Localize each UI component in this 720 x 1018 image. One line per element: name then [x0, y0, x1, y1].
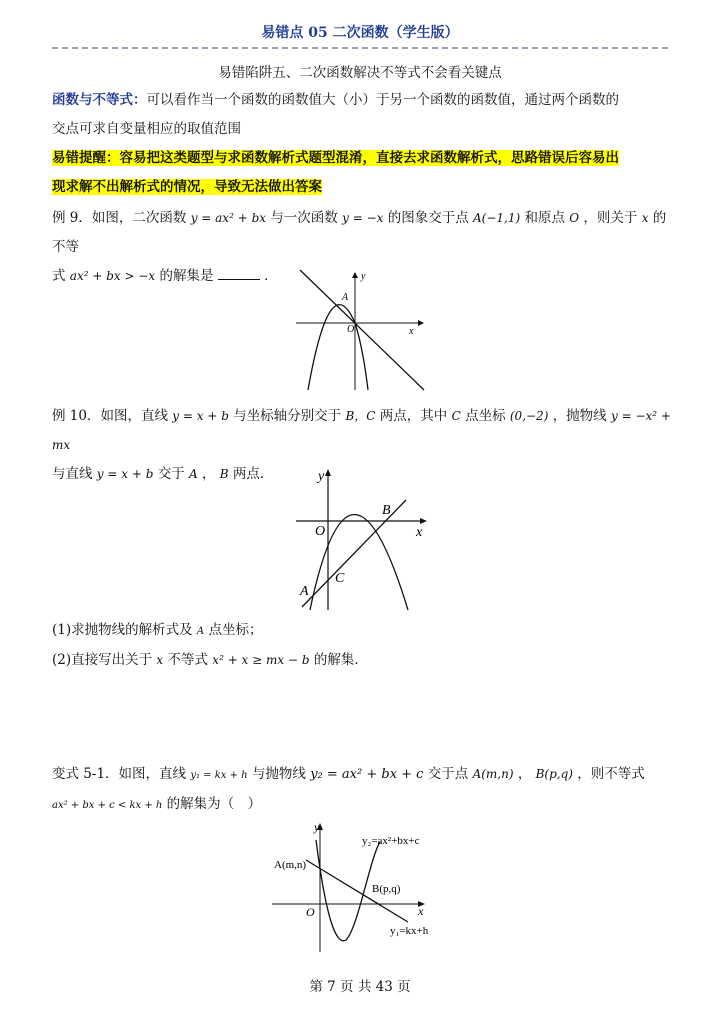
concept-label: 函数与不等式： — [52, 92, 147, 108]
warning-line1: 易错提醒：容易把这类题型与求函数解析式题型混淆，直接去求函数解析式，思路错误后容易出 — [52, 150, 619, 166]
label-point-b: B — [382, 503, 391, 518]
x-axis-arrow — [420, 518, 427, 524]
ex10-text-5: ，抛物线 — [552, 408, 607, 424]
ex9-text-4: 和原点 — [524, 210, 565, 226]
concept-line2: 交点可求自变量相应的取值范围 — [52, 121, 241, 137]
parabola-curve — [316, 840, 380, 941]
label-y-axis: y — [361, 271, 366, 282]
ex10-text-4: 点坐标 — [465, 408, 506, 424]
question-2-math-1: x — [156, 653, 164, 667]
ex9-text-7: 式 — [52, 268, 66, 284]
answer-blank — [218, 267, 260, 280]
label-point-c: C — [335, 571, 345, 586]
question-1-text-b: 点坐标； — [208, 622, 263, 638]
x-axis-arrow — [418, 320, 424, 326]
var51-text-5: ，则不等式 — [577, 766, 645, 782]
ex9-math-6: ax² + bx > −x — [69, 269, 156, 283]
ex10-math-6: y = x + b — [96, 467, 154, 481]
label-point-a: A — [342, 292, 349, 303]
ex9-text-9: ． — [264, 268, 278, 284]
ex10-math-1: y = x + b — [172, 409, 229, 423]
var51-math-3: A(m,n) — [472, 767, 514, 781]
var51-math-4: B(p,q) — [535, 767, 573, 781]
var51-text-2: 与抛物线 — [251, 766, 306, 782]
label-line-equation: y₁=kx+h — [390, 925, 429, 937]
label-y-axis: y — [314, 820, 320, 834]
question-2-text-c: 的解集． — [313, 652, 368, 668]
ex9-math-4: O — [569, 211, 580, 225]
var51-text-4: ， — [517, 766, 532, 782]
label-parabola-equation: y₂=ax²+bx+c — [362, 835, 420, 847]
ex10-text-7: 交于 — [157, 466, 185, 482]
ex10-math-4: (0,−2) — [509, 409, 549, 423]
var51-text-3: 交于点 — [427, 766, 469, 782]
question-1-math: A — [196, 626, 205, 637]
question-2-text-a: (2)直接写出关于 — [52, 652, 153, 668]
ex9-text-6: 的不等 — [52, 210, 667, 255]
header-divider — [52, 47, 668, 49]
ex9-text-5: ，则关于 — [583, 210, 638, 226]
label-x-axis: x — [409, 326, 414, 337]
ex9-text-1: 例 9．如图，二次函数 — [52, 210, 187, 226]
label-origin: O — [347, 324, 355, 335]
warning-line2: 现求解不出解析式的情况，导致无法做出答案 — [52, 179, 322, 195]
label-point-a: A(m,n) — [274, 859, 307, 871]
var51-math-1: y₁ = kx + h — [190, 770, 248, 781]
ex10-math-7: A — [189, 467, 198, 481]
label-origin: O — [306, 905, 315, 919]
var51-math-2: y₂ = ax² + bx + c — [310, 767, 424, 782]
line-y-neg-x — [300, 270, 424, 390]
ex9-math-1: y = ax² + bx — [190, 211, 267, 225]
document-header-title: 易错点 05 二次函数（学生版） — [261, 25, 459, 41]
label-x-axis: x — [418, 904, 424, 918]
ex10-text-1: 例 10．如图，直线 — [52, 408, 168, 424]
ex10-text-2: 与坐标轴分别交于 — [233, 408, 342, 424]
ex10-text-6: 与直线 — [52, 466, 93, 482]
example-10-questions — [52, 616, 672, 675]
var51-math-5: ax² + bx + c < kx + h — [52, 800, 163, 811]
warning-paragraph — [52, 144, 672, 202]
label-point-a: A — [300, 584, 309, 599]
y-axis-arrow — [352, 272, 358, 278]
question-2-math-2: x² + x ≥ mx − b — [212, 653, 310, 667]
ex9-math-2: y = −x — [342, 211, 384, 225]
ex10-math-8: B — [219, 467, 229, 481]
variant-5-1-text — [52, 760, 672, 820]
parabola-curve — [308, 305, 368, 390]
ex9-text-8: 的解集是 — [159, 268, 214, 284]
label-y-axis: y — [318, 469, 325, 484]
ex10-math-2: B，C — [345, 409, 376, 423]
var51-text-1: 变式 5-1．如图，直线 — [52, 766, 187, 782]
label-x-axis: x — [416, 525, 423, 540]
section-title: 易错陷阱五、二次函数解决不等式不会看关键点 — [218, 65, 502, 81]
page-footer: 第 7 页 共 43 页 — [309, 979, 411, 995]
ex9-math-5: x — [641, 211, 649, 225]
ex9-math-3: A(−1,1) — [473, 211, 521, 225]
ex10-text-3: 两点，其中 — [379, 408, 448, 424]
ex10-text-9: 两点． — [232, 466, 274, 482]
concept-line1: 可以看作当一个函数的函数值大（小）于另一个函数的函数值，通过两个函数的 — [146, 92, 619, 108]
ex9-text-2: 与一次函数 — [270, 210, 338, 226]
question-1-text-a: (1)求抛物线的解析式及 — [52, 622, 193, 638]
concept-paragraph — [52, 86, 672, 144]
var51-text-6: 的解集为（ ） — [166, 796, 262, 812]
ex10-text-8: ， — [201, 466, 216, 482]
example-10-figure — [290, 464, 440, 612]
variant-5-1-figure — [268, 818, 458, 958]
label-point-b: B(p,q) — [372, 883, 401, 895]
ex9-text-3: 的图象交于点 — [387, 210, 469, 226]
ex10-math-3: C — [451, 409, 461, 423]
example-9-figure — [290, 268, 430, 394]
label-origin: O — [315, 524, 326, 539]
y-axis-arrow — [325, 469, 331, 476]
question-2-text-b: 不等式 — [167, 652, 208, 668]
ex10-math-5: y = −x² + mx — [52, 409, 671, 452]
